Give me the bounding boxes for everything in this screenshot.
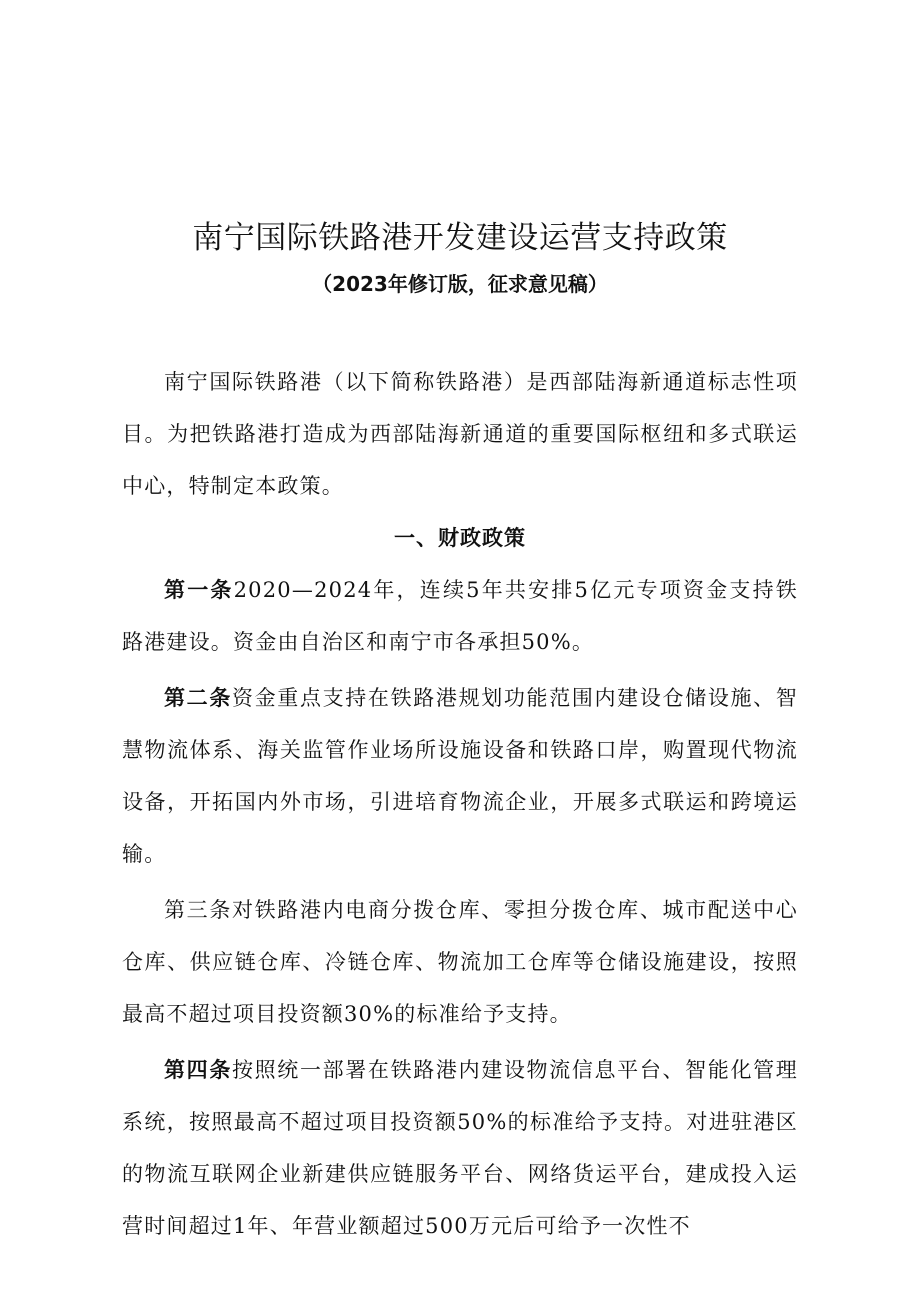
document-subtitle: （2023年修订版，征求意见稿） [312,272,608,296]
intro-paragraph: 南宁国际铁路港（以下简称铁路港）是西部陆海新通道标志性项目。为把铁路港打造成为西部陆海新通道的重要国际枢纽和多式联运中心，特制定本政策。 [122,370,798,498]
article-4-label: 第四条 [164,1058,232,1082]
section-heading: 一、财政政策 [394,526,526,550]
article-3-text: 对铁路港内电商分拨仓库、零担分拨仓库、城市配送中心仓库、供应链仓库、冷链仓库、物流加工仓库等仓储设施建设，按照最高不超过项目投资额30%的标准给予支持。 [122,898,798,1026]
article-3-label: 第三条 [164,898,232,922]
article-2-label: 第二条 [164,686,232,710]
article-4 [122,1044,798,1252]
document-title: 南宁国际铁路港开发建设运营支持政策 [192,220,728,256]
article-4-text: 按照统一部署在铁路港内建设物流信息平台、智能化管理系统，按照最高不超过项目投资额50%的标准给予支持。对进驻港区的物流互联网企业新建供应链服务平台、网络货运平台，建成投入运营时间超过1年、年营业额超过500万元后可给予一次性不 [122,1058,798,1238]
article-1-label: 第一条 [164,578,234,602]
article-1 [122,564,798,668]
article-1-text: 2020—2024年，连续5年共安排5亿元专项资金支持铁路港建设。资金由自治区和南宁市各承担50%。 [122,578,798,654]
article-2-text: 资金重点支持在铁路港规划功能范围内建设仓储设施、智慧物流体系、海关监管作业场所设施设备和铁路口岸，购置现代物流设备，开拓国内外市场，引进培育物流企业，开展多式联运和跨境运输。 [122,686,798,866]
article-3 [122,884,798,1040]
article-2 [122,672,798,880]
document-body [122,356,798,1252]
